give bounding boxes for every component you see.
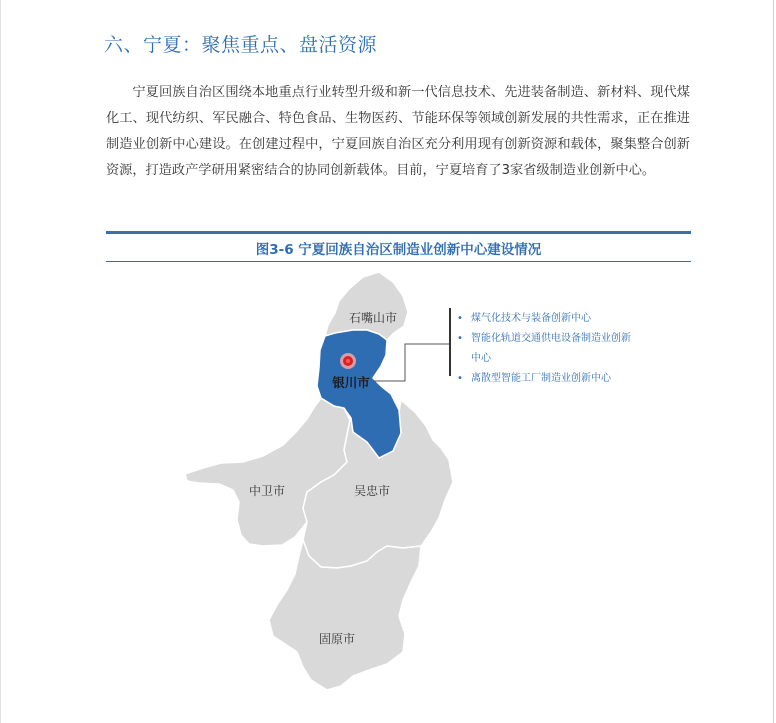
innovation-center-name: 离散型智能工厂制造业创新中心 — [471, 373, 611, 384]
innovation-center-item — [457, 369, 631, 389]
label-wuzhong: 吴忠市 — [353, 484, 391, 498]
innovation-center-item — [457, 329, 631, 369]
label-guyuan: 固原市 — [318, 632, 356, 646]
label-zhongwei: 中卫市 — [248, 484, 286, 498]
innovation-center-name: 智能化轨道交通供电设备制造业创新中心 — [471, 333, 631, 364]
innovation-center-item — [457, 309, 631, 329]
ningxia-map — [1, 0, 776, 723]
bullet-icon: • — [457, 313, 463, 324]
innovation-center-list — [457, 309, 631, 389]
section-title: 六、宁夏：聚焦重点、盘活资源 — [104, 34, 378, 56]
yinchuan-marker-core — [346, 359, 350, 363]
label-shizuishan: 石嘴山市 — [348, 311, 398, 325]
callout-bar — [449, 308, 451, 376]
body-paragraph: 宁夏回族自治区围绕本地重点行业转型升级和新一代信息技术、先进装备制造、新材料、现代煤化工、现代纺织、军民融合、特色食品、生物医药、节能环保等领域创新发展的共性需求，正在推进制造业创新中心建设。在创建过程中，宁夏回族自治区充分利用现有创新资源和载体，聚集整合创新资源，打造政产学研用紧密结合的协同创新载体。目前，宁夏培育了3家省级制造业创新中心。 — [106, 85, 690, 178]
label-yinchuan: 银川市 — [332, 375, 370, 390]
bullet-icon: • — [457, 373, 463, 384]
bullet-icon: • — [457, 333, 463, 344]
figure-caption: 图3-6 宁夏回族自治区制造业创新中心建设情况 — [255, 242, 542, 258]
innovation-center-name: 煤气化技术与装备创新中心 — [471, 313, 591, 324]
